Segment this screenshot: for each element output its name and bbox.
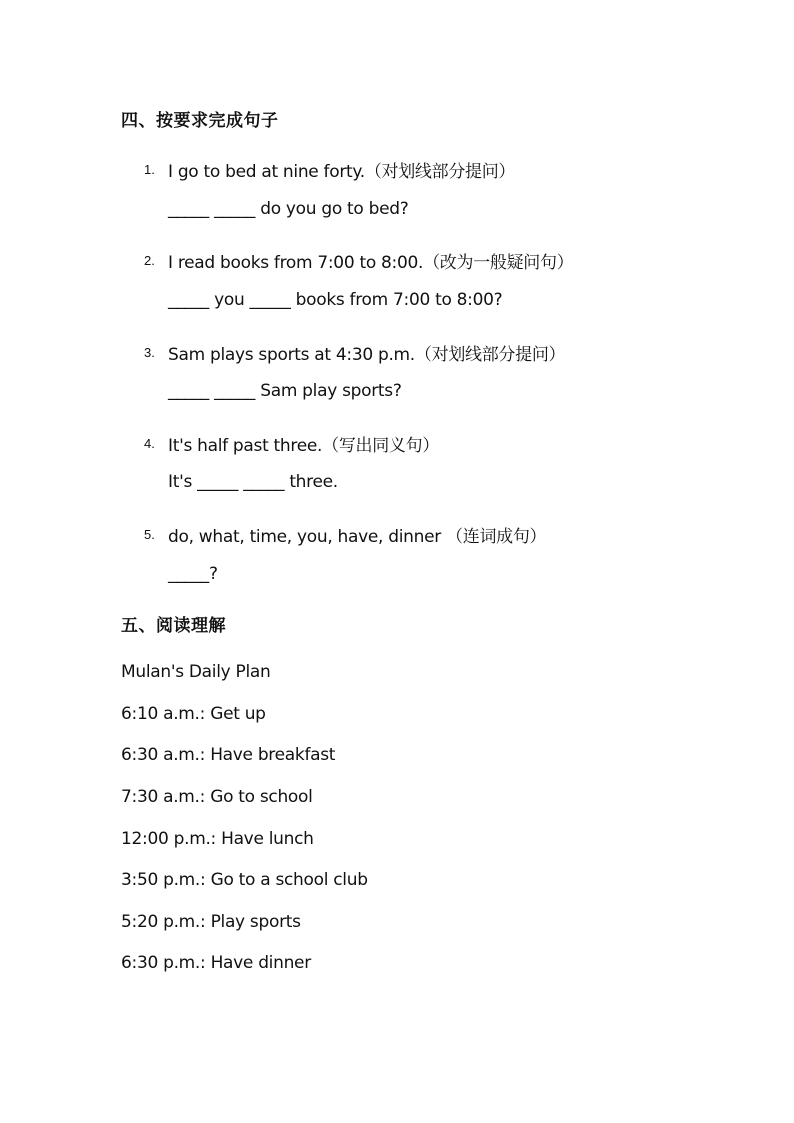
question-text: It's half past three.（写出同义句） bbox=[168, 436, 440, 456]
plan-item: 7:30 a.m.: Go to school bbox=[121, 787, 313, 807]
answer-line: _____ you _____ books from 7:00 to 8:00? bbox=[168, 290, 503, 310]
plan-item: 5:20 p.m.: Play sports bbox=[121, 912, 301, 932]
question-text: I go to bed at nine forty.（对划线部分提问） bbox=[168, 162, 516, 182]
plan-title: Mulan's Daily Plan bbox=[121, 662, 271, 682]
plan-item: 6:10 a.m.: Get up bbox=[121, 704, 266, 724]
plan-item: 12:00 p.m.: Have lunch bbox=[121, 829, 314, 849]
question-text: Sam plays sports at 4:30 p.m.（对划线部分提问） bbox=[168, 345, 566, 365]
section-heading-reading: 五、阅读理解 bbox=[121, 616, 226, 636]
question-number: 2. bbox=[144, 253, 155, 268]
answer-line: _____? bbox=[168, 564, 218, 584]
answer-line: It's _____ _____ three. bbox=[168, 472, 338, 492]
question-text: do, what, time, you, have, dinner （连词成句） bbox=[168, 527, 547, 547]
plan-item: 6:30 a.m.: Have breakfast bbox=[121, 745, 336, 765]
section-heading-sentences: 四、按要求完成句子 bbox=[121, 111, 279, 131]
plan-item: 3:50 p.m.: Go to a school club bbox=[121, 870, 368, 890]
question-number: 5. bbox=[144, 527, 155, 542]
plan-item: 6:30 p.m.: Have dinner bbox=[121, 953, 311, 973]
question-number: 3. bbox=[144, 345, 155, 360]
question-number: 4. bbox=[144, 436, 155, 451]
question-number: 1. bbox=[144, 162, 155, 177]
question-text: I read books from 7:00 to 8:00.（改为一般疑问句） bbox=[168, 253, 574, 273]
answer-line: _____ _____ Sam play sports? bbox=[168, 381, 402, 401]
answer-line: _____ _____ do you go to bed? bbox=[168, 199, 409, 219]
